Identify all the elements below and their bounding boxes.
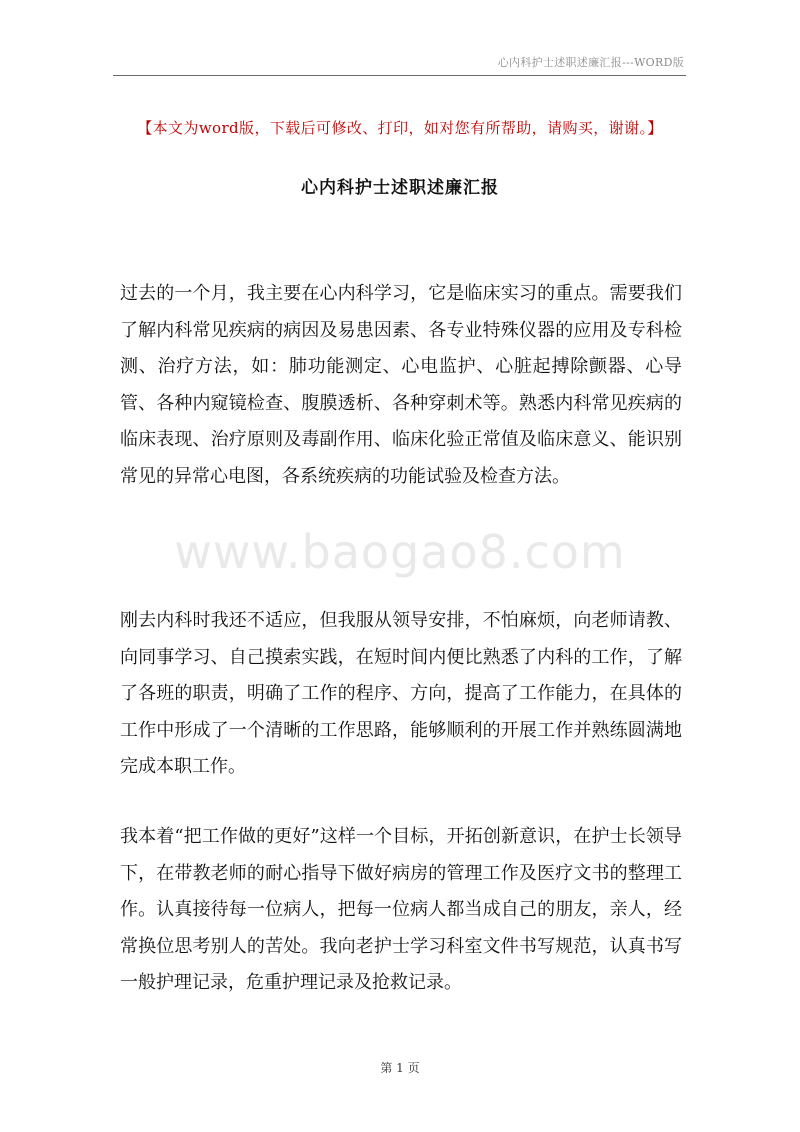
body-paragraph: 刚去内科时我还不适应，但我服从领导安排，不怕麻烦，向老师请教、向同事学习、自己摸索实践，在短时间内便比熟悉了内科的工作，了解了各班的职责，明确了工作的程序、方向，提高了工作能力，在具体的工作中形成了一个清晰的工作思路，能够顺利的开展工作并熟练圆满地完成本职工作。 [120,610,682,777]
watermark-text: www.baogao8.com [174,525,626,579]
page-number: 第 1 页 [380,1061,420,1075]
body-paragraph: 过去的一个月，我主要在心内科学习，它是临床实习的重点。需要我们了解内科常见疾病的病因及易患因素、各专业特殊仪器的应用及专科检测、治疗方法，如：肺功能测定、心电监护、心脏起搏除颤器、心导管、各种内窥镜检查、腹膜透析、各种穿刺术等。熟悉内科常见疾病的临床表现、治疗原则及毒副作用、临床化验正常值及临床意义、能识别常见的异常心电图，各系统疾病的功能试验及检查方法。 [120,283,682,487]
body-paragraph: 我本着“把工作做的更好”这样一个目标，开拓创新意识，在护士长领导下，在带教老师的耐心指导下做好病房的管理工作及医疗文书的整理工作。认真接待每一位病人，把每一位病人都当成自己的朋友，亲人，经常换位思考别人的苦处。我向老护士学习科室文件书写规范，认真书写一般护理记录，危重护理记录及抢救记录。 [120,826,682,993]
download-notice: 【本文为word版，下载后可修改、打印，如对您有所帮助，请购买，谢谢。】 [137,119,663,137]
document-title: 心内科护士述职述廉汇报 [301,178,499,198]
header-divider [113,75,686,76]
running-header: 心内科护士述职述廉汇报---WORD版 [497,56,684,69]
